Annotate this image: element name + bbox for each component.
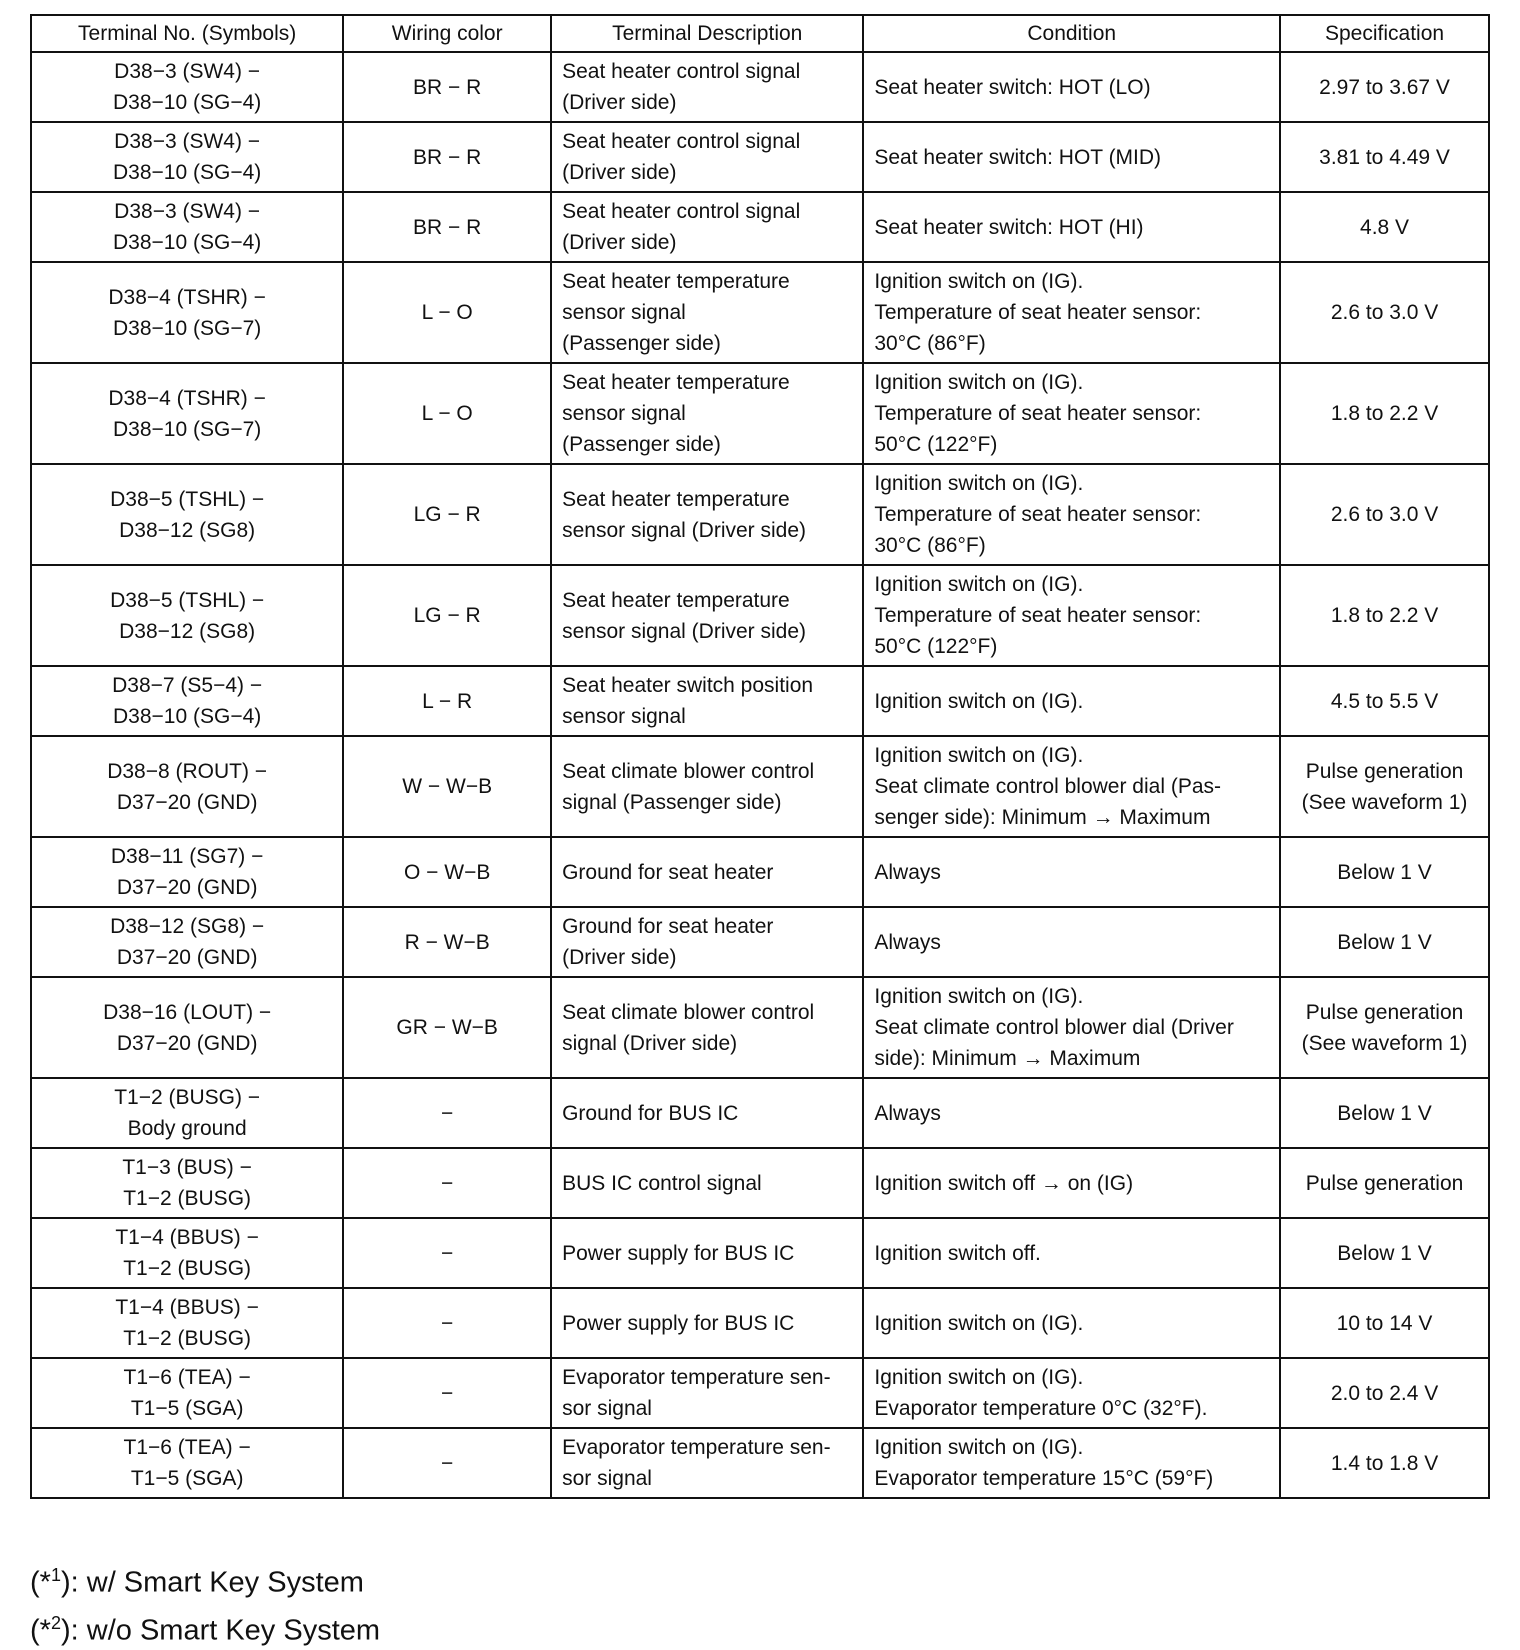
description-cell-line: Seat heater temperature bbox=[562, 270, 790, 293]
specification-cell bbox=[1280, 363, 1489, 464]
terminal-cell bbox=[31, 122, 343, 192]
footnote-text: : w/o Smart Key System bbox=[70, 1614, 381, 1647]
description-cell bbox=[551, 464, 863, 565]
condition-cell-line: 30°C (86°F) bbox=[874, 332, 986, 355]
terminal-cell bbox=[31, 52, 343, 122]
specification-cell bbox=[1280, 262, 1489, 363]
specification-cell bbox=[1280, 977, 1489, 1078]
condition-cell bbox=[863, 363, 1280, 464]
description-cell bbox=[551, 907, 863, 977]
description-cell bbox=[551, 363, 863, 464]
description-cell-line: Power supply for BUS IC bbox=[562, 1241, 795, 1265]
condition-cell-line: Seat heater switch: HOT (LO) bbox=[874, 75, 1151, 99]
description-cell-line: signal (Driver side) bbox=[562, 1031, 738, 1055]
condition-cell bbox=[863, 1218, 1280, 1288]
specification-cell-line: Below 1 V bbox=[1337, 930, 1432, 954]
description-cell-line: Seat heater temperature bbox=[562, 487, 790, 511]
terminal-cell-line: D38−10 (SG−4) bbox=[113, 161, 262, 184]
description-cell-line: Evaporator temperature sen- bbox=[562, 1436, 831, 1459]
terminal-cell-line: T1−2 (BUSG) − bbox=[114, 1086, 261, 1109]
table-row bbox=[31, 1078, 1489, 1148]
terminal-cell bbox=[31, 736, 343, 837]
header-terminal: Terminal No. (Symbols) bbox=[31, 15, 343, 52]
terminal-cell bbox=[31, 1288, 343, 1358]
condition-cell bbox=[863, 837, 1280, 907]
specification-cell-line: Below 1 V bbox=[1337, 860, 1432, 884]
table-header-row bbox=[31, 15, 1489, 52]
condition-cell-line: Ignition switch on (IG). bbox=[874, 744, 1084, 767]
terminal-cell-line: T1−6 (TEA) − bbox=[123, 1436, 251, 1459]
wiring-color-cell: BR − R bbox=[343, 52, 551, 122]
terminal-cell-line: D38−12 (SG8) − bbox=[110, 915, 265, 938]
condition-cell-line: Always bbox=[874, 1101, 941, 1125]
footnote-marker-open: (* bbox=[30, 1566, 51, 1599]
condition-cell-line: Seat climate control blower dial (Driver bbox=[874, 1016, 1234, 1039]
specification-cell-line: Pulse generation bbox=[1305, 1000, 1464, 1024]
header-wiring-color: Wiring color bbox=[343, 15, 551, 52]
terminal-spec-table bbox=[30, 14, 1490, 1499]
terminal-cell bbox=[31, 666, 343, 736]
wiring-color-cell: LG − R bbox=[343, 565, 551, 666]
description-cell-line: (Driver side) bbox=[562, 231, 677, 254]
description-cell-line: sor signal bbox=[562, 1467, 652, 1490]
condition-cell bbox=[863, 1288, 1280, 1358]
terminal-cell bbox=[31, 1218, 343, 1288]
condition-cell-line: Ignition switch on (IG). bbox=[874, 985, 1084, 1008]
condition-cell-line: Ignition switch on (IG). bbox=[874, 573, 1084, 596]
specification-cell-line: 2.6 to 3.0 V bbox=[1330, 503, 1439, 526]
condition-cell-line: Evaporator temperature 15°C (59°F) bbox=[874, 1467, 1214, 1490]
specification-cell-line: 1.8 to 2.2 V bbox=[1330, 604, 1439, 627]
terminal-cell-line: D38−5 (TSHL) − bbox=[110, 588, 265, 612]
terminal-cell-line: D38−3 (SW4) − bbox=[114, 130, 261, 153]
terminal-cell-line: D38−10 (SG−4) bbox=[113, 91, 262, 114]
wiring-color-cell: R − W−B bbox=[343, 907, 551, 977]
terminal-cell-line: D37−20 (GND) bbox=[116, 790, 258, 814]
terminal-cell-line: D37−20 (GND) bbox=[116, 1031, 258, 1055]
description-cell-line: sensor signal bbox=[562, 402, 686, 425]
table-row bbox=[31, 736, 1489, 837]
specification-cell bbox=[1280, 736, 1489, 837]
condition-cell-line: side): Minimum → Maximum bbox=[874, 1047, 1141, 1070]
table-row bbox=[31, 1428, 1489, 1498]
wiring-color-cell: − bbox=[343, 1218, 551, 1288]
specification-cell-line: 4.5 to 5.5 V bbox=[1330, 689, 1439, 713]
specification-cell-line: 1.8 to 2.2 V bbox=[1330, 402, 1439, 425]
terminal-cell-line: Body ground bbox=[127, 1117, 247, 1140]
terminal-cell-line: D38−10 (SG−4) bbox=[113, 231, 262, 254]
condition-cell bbox=[863, 1358, 1280, 1428]
condition-cell bbox=[863, 122, 1280, 192]
terminal-cell bbox=[31, 363, 343, 464]
condition-cell-line: Ignition switch on (IG). bbox=[874, 1436, 1084, 1459]
description-cell-line: sensor signal (Driver side) bbox=[562, 518, 807, 542]
wiring-color-cell: − bbox=[343, 1078, 551, 1148]
terminal-cell-line: D38−10 (SG−7) bbox=[113, 316, 262, 340]
condition-cell-line: Ignition switch on (IG). bbox=[874, 371, 1084, 394]
condition-cell-line: Evaporator temperature 0°C (32°F). bbox=[874, 1397, 1208, 1420]
terminal-cell bbox=[31, 1358, 343, 1428]
wiring-color-cell: − bbox=[343, 1358, 551, 1428]
description-cell-line: Ground for BUS IC bbox=[562, 1101, 739, 1125]
wiring-color-cell: − bbox=[343, 1428, 551, 1498]
table-row bbox=[31, 122, 1489, 192]
table-row bbox=[31, 565, 1489, 666]
terminal-cell bbox=[31, 192, 343, 262]
specification-cell-line: Below 1 V bbox=[1337, 1241, 1432, 1265]
footnote-sup: 1 bbox=[50, 1565, 61, 1585]
condition-cell-line: Always bbox=[874, 930, 941, 954]
specification-cell bbox=[1280, 464, 1489, 565]
wiring-color-cell: BR − R bbox=[343, 192, 551, 262]
wiring-color-cell: W − W−B bbox=[343, 736, 551, 837]
condition-cell-line: Always bbox=[874, 860, 941, 884]
terminal-cell bbox=[31, 837, 343, 907]
footnotes bbox=[30, 1555, 380, 1650]
description-cell-line: (Driver side) bbox=[562, 91, 677, 114]
description-cell bbox=[551, 1148, 863, 1218]
terminal-cell bbox=[31, 907, 343, 977]
description-cell-line: Seat heater control signal bbox=[562, 200, 801, 223]
table-row bbox=[31, 837, 1489, 907]
condition-cell-line: Ignition switch on (IG). bbox=[874, 1366, 1084, 1389]
description-cell-line: Seat heater switch position bbox=[562, 674, 814, 697]
table-row bbox=[31, 1218, 1489, 1288]
specification-cell-line: 1.4 to 1.8 V bbox=[1330, 1451, 1439, 1475]
terminal-cell-line: T1−2 (BUSG) bbox=[123, 1257, 252, 1280]
condition-cell bbox=[863, 565, 1280, 666]
specification-cell bbox=[1280, 1148, 1489, 1218]
specification-cell-line: 2.97 to 3.67 V bbox=[1319, 75, 1450, 99]
description-cell-line: (Driver side) bbox=[562, 161, 677, 184]
description-cell bbox=[551, 1358, 863, 1428]
description-cell-line: sensor signal bbox=[562, 301, 686, 324]
specification-cell-line: (See waveform 1) bbox=[1301, 1031, 1468, 1055]
condition-cell-line: Temperature of seat heater sensor: bbox=[874, 503, 1202, 526]
specification-cell-line: Below 1 V bbox=[1337, 1101, 1432, 1125]
terminal-cell bbox=[31, 565, 343, 666]
condition-cell bbox=[863, 262, 1280, 363]
specification-cell-line: 2.6 to 3.0 V bbox=[1330, 301, 1439, 324]
description-cell-line: Seat heater temperature bbox=[562, 371, 790, 394]
condition-cell bbox=[863, 1148, 1280, 1218]
footnote-marker-open: (* bbox=[30, 1614, 51, 1647]
condition-cell-line: Ignition switch off → on (IG) bbox=[874, 1171, 1134, 1195]
description-cell bbox=[551, 1288, 863, 1358]
terminal-cell bbox=[31, 1428, 343, 1498]
table-row bbox=[31, 1148, 1489, 1218]
condition-cell bbox=[863, 192, 1280, 262]
specification-cell-line: 4.8 V bbox=[1360, 215, 1410, 239]
wiring-color-cell: BR − R bbox=[343, 122, 551, 192]
specification-cell bbox=[1280, 1288, 1489, 1358]
condition-cell bbox=[863, 1428, 1280, 1498]
description-cell bbox=[551, 565, 863, 666]
wiring-color-cell: L − O bbox=[343, 262, 551, 363]
header-terminal-description: Terminal Description bbox=[551, 15, 863, 52]
wiring-color-cell: LG − R bbox=[343, 464, 551, 565]
specification-cell bbox=[1280, 907, 1489, 977]
specification-cell bbox=[1280, 565, 1489, 666]
description-cell bbox=[551, 52, 863, 122]
terminal-cell-line: D38−12 (SG8) bbox=[119, 518, 256, 542]
terminal-cell-line: D38−3 (SW4) − bbox=[114, 60, 261, 83]
specification-cell-line: (See waveform 1) bbox=[1301, 790, 1468, 814]
terminal-cell-line: D37−20 (GND) bbox=[116, 946, 258, 969]
description-cell bbox=[551, 977, 863, 1078]
description-cell bbox=[551, 1428, 863, 1498]
specification-cell bbox=[1280, 666, 1489, 736]
specification-cell-line: 2.0 to 2.4 V bbox=[1330, 1381, 1439, 1405]
footnote-sup: 2 bbox=[50, 1612, 61, 1633]
specification-cell bbox=[1280, 192, 1489, 262]
table-row bbox=[31, 363, 1489, 464]
terminal-cell-line: D38−4 (TSHR) − bbox=[108, 285, 266, 309]
terminal-cell-line: D38−4 (TSHR) − bbox=[108, 386, 266, 410]
table-row bbox=[31, 977, 1489, 1078]
condition-cell-line: 50°C (122°F) bbox=[874, 433, 998, 456]
terminal-cell-line: T1−4 (BBUS) − bbox=[115, 1296, 259, 1319]
terminal-cell-line: D38−10 (SG−4) bbox=[113, 705, 262, 728]
condition-cell-line: 30°C (86°F) bbox=[874, 534, 986, 557]
table-row bbox=[31, 1358, 1489, 1428]
description-cell bbox=[551, 1218, 863, 1288]
condition-cell bbox=[863, 464, 1280, 565]
terminal-cell-line: T1−2 (BUSG) bbox=[123, 1187, 252, 1210]
specification-cell bbox=[1280, 122, 1489, 192]
description-cell-line: Ground for seat heater bbox=[562, 860, 774, 884]
specification-cell-line: 3.81 to 4.49 V bbox=[1319, 145, 1450, 169]
condition-cell bbox=[863, 1078, 1280, 1148]
description-cell-line: Seat heater control signal bbox=[562, 60, 801, 83]
terminal-cell bbox=[31, 464, 343, 565]
specification-cell bbox=[1280, 837, 1489, 907]
description-cell-line: sensor signal bbox=[562, 705, 686, 728]
table-row bbox=[31, 262, 1489, 363]
header-condition: Condition bbox=[863, 15, 1280, 52]
condition-cell-line: Seat climate control blower dial (Pas- bbox=[874, 775, 1222, 798]
condition-cell bbox=[863, 977, 1280, 1078]
condition-cell bbox=[863, 907, 1280, 977]
condition-cell-line: 50°C (122°F) bbox=[874, 635, 998, 658]
terminal-cell-line: T1−4 (BBUS) − bbox=[115, 1226, 259, 1249]
header-specification: Specification bbox=[1280, 15, 1489, 52]
description-cell-line: (Passenger side) bbox=[562, 332, 721, 355]
footnote-2 bbox=[30, 1603, 380, 1650]
description-cell bbox=[551, 837, 863, 907]
description-cell-line: BUS IC control signal bbox=[562, 1171, 762, 1195]
description-cell bbox=[551, 122, 863, 192]
terminal-cell bbox=[31, 1078, 343, 1148]
condition-cell-line: Ignition switch on (IG). bbox=[874, 472, 1084, 495]
condition-cell-line: Temperature of seat heater sensor: bbox=[874, 301, 1202, 324]
table-row bbox=[31, 1288, 1489, 1358]
description-cell-line: Seat heater control signal bbox=[562, 130, 801, 153]
condition-cell-line: Temperature of seat heater sensor: bbox=[874, 402, 1202, 425]
terminal-cell-line: T1−2 (BUSG) bbox=[123, 1327, 252, 1350]
description-cell-line: sensor signal (Driver side) bbox=[562, 619, 807, 643]
description-cell-line: Seat heater temperature bbox=[562, 588, 790, 612]
specification-cell-line: 10 to 14 V bbox=[1336, 1311, 1433, 1335]
terminal-cell-line: T1−6 (TEA) − bbox=[123, 1366, 251, 1389]
description-cell-line: Seat climate blower control bbox=[562, 1000, 815, 1024]
description-cell bbox=[551, 192, 863, 262]
specification-cell bbox=[1280, 52, 1489, 122]
specification-cell-line: Pulse generation bbox=[1305, 759, 1464, 783]
wiring-color-cell: − bbox=[343, 1148, 551, 1218]
description-cell-line: signal (Passenger side) bbox=[562, 790, 782, 814]
specification-cell bbox=[1280, 1218, 1489, 1288]
specification-cell bbox=[1280, 1428, 1489, 1498]
description-cell-line: (Driver side) bbox=[562, 946, 677, 969]
wiring-color-cell: − bbox=[343, 1288, 551, 1358]
condition-cell-line: senger side): Minimum → Maximum bbox=[874, 806, 1211, 829]
wiring-color-cell: L − R bbox=[343, 666, 551, 736]
table-row bbox=[31, 52, 1489, 122]
condition-cell-line: Ignition switch on (IG). bbox=[874, 1311, 1084, 1335]
terminal-cell-line: D38−11 (SG7) − bbox=[110, 845, 264, 868]
description-cell bbox=[551, 736, 863, 837]
table-row bbox=[31, 907, 1489, 977]
terminal-cell bbox=[31, 977, 343, 1078]
condition-cell-line: Temperature of seat heater sensor: bbox=[874, 604, 1202, 627]
terminal-cell-line: D38−8 (ROUT) − bbox=[107, 759, 268, 783]
condition-cell bbox=[863, 666, 1280, 736]
footnote-text: : w/ Smart Key System bbox=[70, 1566, 364, 1599]
description-cell bbox=[551, 1078, 863, 1148]
description-cell-line: Evaporator temperature sen- bbox=[562, 1366, 831, 1389]
condition-cell-line: Ignition switch on (IG). bbox=[874, 689, 1084, 713]
table-row bbox=[31, 464, 1489, 565]
footnote-1 bbox=[30, 1555, 380, 1603]
description-cell bbox=[551, 666, 863, 736]
table-body bbox=[31, 52, 1489, 1498]
table-row bbox=[31, 666, 1489, 736]
terminal-cell-line: D38−7 (S5−4) − bbox=[112, 674, 263, 697]
wiring-color-cell: GR − W−B bbox=[343, 977, 551, 1078]
specification-cell-line: Pulse generation bbox=[1305, 1171, 1464, 1195]
footnote-marker-close: ) bbox=[60, 1566, 71, 1599]
condition-cell-line: Ignition switch off. bbox=[874, 1241, 1041, 1265]
terminal-cell-line: T1−5 (SGA) bbox=[130, 1467, 244, 1490]
footnote-marker-close: ) bbox=[60, 1614, 71, 1647]
description-cell-line: Seat climate blower control bbox=[562, 759, 815, 783]
condition-cell-line: Seat heater switch: HOT (MID) bbox=[874, 145, 1162, 169]
terminal-cell-line: D38−3 (SW4) − bbox=[114, 200, 261, 223]
terminal-cell-line: D37−20 (GND) bbox=[116, 876, 258, 899]
description-cell-line: (Passenger side) bbox=[562, 433, 721, 456]
specification-cell bbox=[1280, 1358, 1489, 1428]
terminal-cell-line: D38−5 (TSHL) − bbox=[110, 487, 265, 511]
terminal-cell-line: T1−5 (SGA) bbox=[130, 1397, 244, 1420]
wiring-color-cell: L − O bbox=[343, 363, 551, 464]
condition-cell-line: Seat heater switch: HOT (HI) bbox=[874, 215, 1144, 239]
condition-cell bbox=[863, 52, 1280, 122]
terminal-cell bbox=[31, 1148, 343, 1218]
terminal-cell-line: T1−3 (BUS) − bbox=[122, 1156, 252, 1179]
terminal-cell bbox=[31, 262, 343, 363]
description-cell-line: Ground for seat heater bbox=[562, 915, 774, 938]
terminal-cell-line: D38−16 (LOUT) − bbox=[103, 1000, 272, 1024]
wiring-color-cell: O − W−B bbox=[343, 837, 551, 907]
condition-cell bbox=[863, 736, 1280, 837]
terminal-cell-line: D38−12 (SG8) bbox=[119, 619, 256, 643]
description-cell-line: sor signal bbox=[562, 1397, 652, 1420]
condition-cell-line: Ignition switch on (IG). bbox=[874, 270, 1084, 293]
terminal-cell-line: D38−10 (SG−7) bbox=[113, 417, 262, 441]
description-cell bbox=[551, 262, 863, 363]
specification-cell bbox=[1280, 1078, 1489, 1148]
description-cell-line: Power supply for BUS IC bbox=[562, 1311, 795, 1335]
table-row bbox=[31, 192, 1489, 262]
